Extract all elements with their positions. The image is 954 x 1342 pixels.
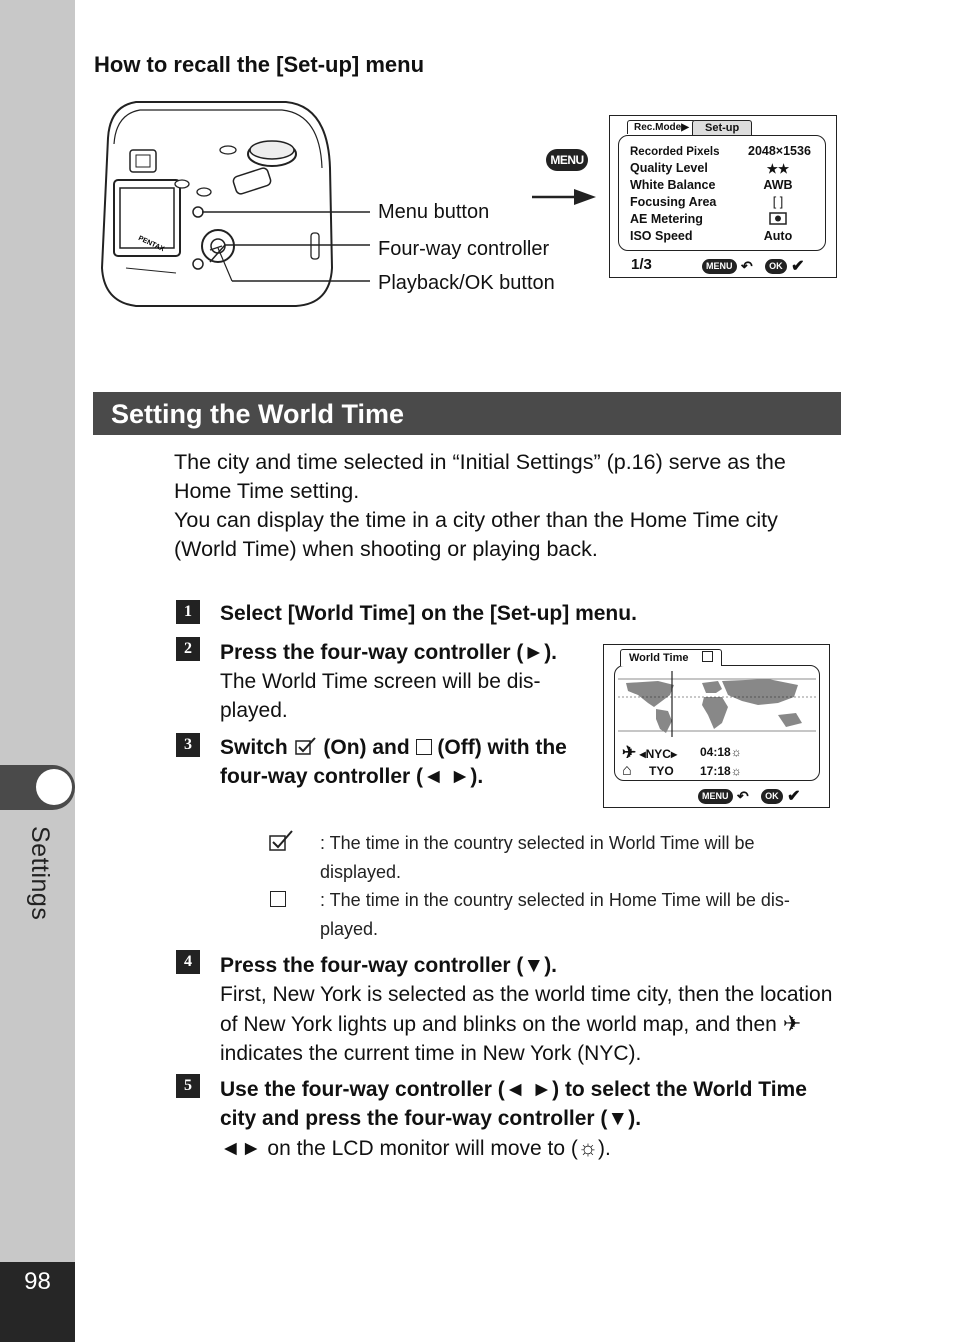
page-number: 98 [0, 1262, 75, 1342]
page-indicator: 1/3 [631, 256, 652, 273]
world-map-icon [618, 671, 816, 737]
menu-row-recorded-pixels: Recorded Pixels 2048×1536 [630, 144, 811, 158]
menu-pill-icon: MENU [702, 259, 737, 274]
sun-icon: ☼ [577, 1135, 599, 1160]
step-number-5: 5 [176, 1074, 200, 1098]
step-1: Select [World Time] on the [Set-up] menu. [220, 602, 637, 625]
world-time-checkbox-icon [702, 651, 713, 662]
airplane-icon: ✈ [782, 1011, 802, 1036]
intro-paragraph-2: You can display the time in a city other than the Home Time city (World Time) when shooting or playing back. [174, 508, 778, 561]
step-2: Press the four-way controller (►). The World Time screen will be dis-played. [220, 641, 558, 722]
note-on: : The time in the country selected in World Time will be displayed. [320, 833, 755, 882]
world-time-tab: World Time [620, 649, 722, 666]
ok-pill-icon: OK [765, 259, 787, 274]
menu-row-white-balance: White Balance AWB [630, 178, 793, 192]
callout-menu-button: Menu button [378, 201, 490, 223]
world-time-screen [603, 644, 830, 808]
airplane-icon: ✈ [622, 743, 637, 762]
arrow-right-icon [530, 186, 598, 208]
intro-text [174, 448, 844, 564]
callout-playback-ok-button: Playback/OK button [378, 272, 555, 294]
back-arrow-icon: ↶ [736, 788, 749, 804]
section-tab-circle [36, 769, 72, 805]
step-3: Switch (On) and (Off) with the four-way controller (◄ ►). [220, 736, 567, 788]
back-arrow-icon: ↶ [740, 258, 753, 274]
menu-row-focusing-area: Focusing Area [ ] [630, 195, 784, 209]
step-4: Press the four-way controller (▼). First, New York is selected as the world time city, then the location of New York lights up and blinks on the world map, and then ✈ indicates the current time in New York (NYC). [220, 954, 833, 1065]
recall-title: How to recall the [Set-up] menu [94, 52, 425, 77]
menu-pill-icon: MENU [698, 789, 733, 804]
metering-icon [769, 212, 787, 225]
section-label: Settings [26, 826, 54, 921]
checkmark-icon: ✔ [791, 258, 805, 275]
checkbox-off-icon [416, 739, 432, 755]
section-title: Setting the World Time [93, 392, 841, 435]
note-off: : The time in the country selected in Home Time will be dis-played. [320, 890, 790, 939]
step-number-1: 1 [176, 600, 200, 624]
step-number-4: 4 [176, 950, 200, 974]
world-city-row: ✈ ◂NYC▸ 04:18☼ [622, 743, 742, 762]
setup-menu-screen [609, 115, 837, 278]
menu-row-ae-metering: AE Metering [630, 212, 820, 226]
setup-menu-footer [702, 256, 805, 276]
menu-row-iso-speed: ISO Speed Auto [630, 229, 793, 243]
note-checkbox-on-icon [268, 829, 300, 853]
step-number-3: 3 [176, 733, 200, 757]
ok-pill-icon: OK [761, 789, 783, 804]
callout-four-way-controller: Four-way controller [378, 238, 550, 260]
sun-icon: ☼ [730, 745, 742, 759]
menu-row-quality-level: Quality Level ★★ [630, 161, 790, 176]
step-5: Use the four-way controller (◄ ►) to select the World Time city and press the four-way controller (▼). ◄► on the LCD monitor will move to (☼). [220, 1078, 807, 1160]
step-number-2: 2 [176, 637, 200, 661]
home-city-row: ⌂ TYO 17:18☼ [622, 762, 742, 779]
intro-paragraph-1: The city and time selected in “Initial Settings” (p.16) serve as the Home Time setting. [174, 450, 786, 503]
svg-text:PENTAX: PENTAX [137, 235, 166, 254]
checkmark-icon: ✔ [787, 788, 801, 805]
menu-button-icon: MENU [546, 149, 588, 171]
sun-icon: ☼ [730, 764, 742, 778]
tab-setup: Set-up [692, 120, 752, 135]
home-icon: ⌂ [622, 762, 632, 779]
world-time-footer [698, 786, 801, 806]
tab-rec-mode: Rec.Mode▶ [627, 120, 696, 134]
note-checkbox-off-icon [270, 891, 286, 907]
checkbox-on-icon [294, 736, 318, 756]
